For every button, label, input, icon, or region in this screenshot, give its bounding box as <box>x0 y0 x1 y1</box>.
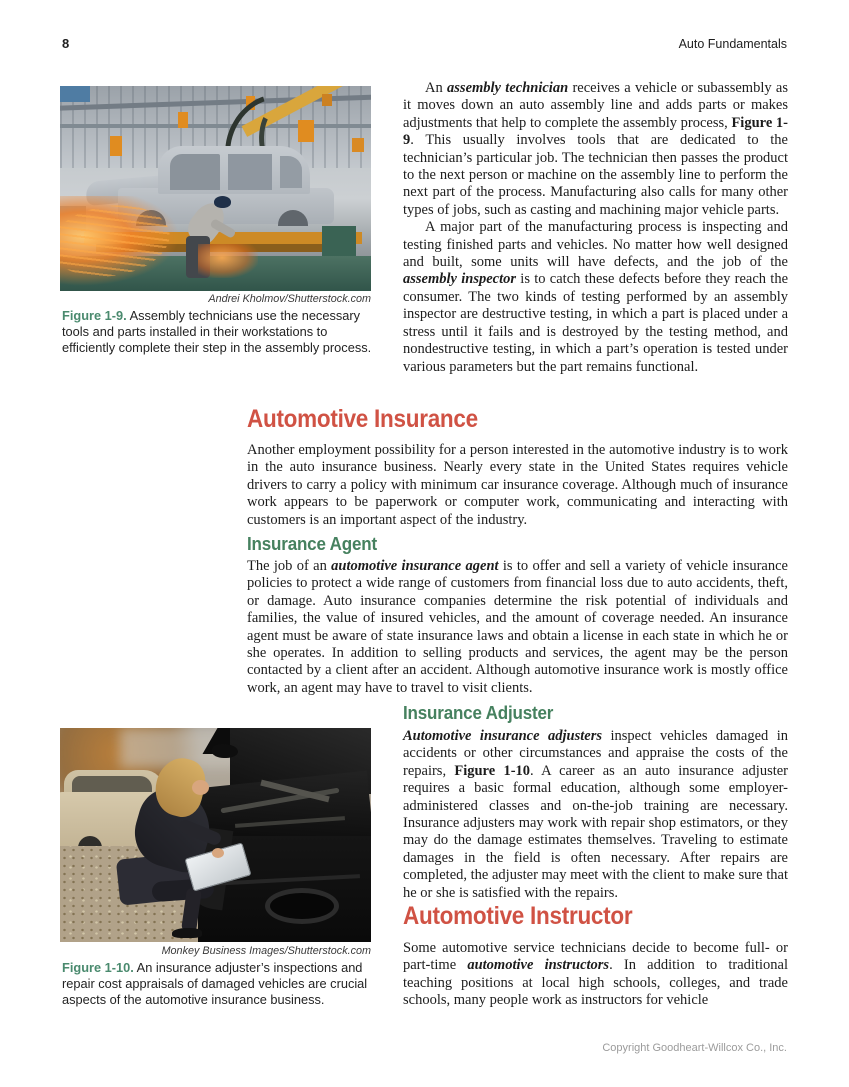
car-window <box>228 154 272 190</box>
figure-1-9-label: Figure 1-9. <box>62 308 127 323</box>
orange-equipment <box>322 94 332 106</box>
insurance-adjuster-text <box>403 728 788 902</box>
orange-equipment <box>110 136 122 156</box>
adjuster-shoe <box>172 928 202 938</box>
running-head-title: Auto Fundamentals <box>678 37 787 51</box>
automotive-insurance-text <box>247 442 788 529</box>
figure-1-10-photo <box>60 728 371 942</box>
section-heading-automotive-insurance: Automotive Insurance <box>247 405 478 433</box>
paragraph: Automotive insurance adjusters inspect vehicles damaged in accidents or other circumstances and appraise the costs of the repairs, Figure 1-10. A career as an auto insurance adjuster requires a basic formal education, although some employer-administered classes and on-the-job training are necessary. Insurance adjusters may work with repair shop estimators, or they may do the damage estimates themselves. Traveling to estimate damages in the field is often necessary. After repairs are completed, the adjuster may meet with the client to make sure that he or she is satisfied with the repairs. <box>403 728 789 901</box>
orange-equipment <box>178 112 188 128</box>
figure-1-9-credit: Andrei Kholmov/Shutterstock.com <box>208 293 371 305</box>
figure-1-10-caption <box>62 960 375 1009</box>
car-window <box>280 156 302 188</box>
figure-1-10-caption-text: An insurance adjuster’s inspections and repair cost appraisals of damaged vehicles are crucial aspects of the automotive insurance business. <box>62 960 368 1008</box>
figure-1-10-credit: Monkey Business Images/Shutterstock.com <box>161 945 371 957</box>
page-number: 8 <box>62 36 70 51</box>
running-head <box>62 36 787 52</box>
green-machine-box <box>322 226 356 256</box>
section-heading-automotive-instructor: Automotive Instructor <box>403 902 633 930</box>
figure-1-9-caption-text: Assembly technicians use the necessary tools and parts installed in their workstations to efficiently complete their step in the assembly process. <box>62 308 372 356</box>
paragraph: Another employment possibility for a person interested in the automotive industry is to work in the auto insurance business. Nearly every state in the United States requires vehicle drivers to carry a policy with minimum car insurance coverage. Although much of insurance work appears to be paperwork or computer work, communicating and interacting with customers is an important aspect of the industry. <box>247 442 788 528</box>
car-window <box>170 154 220 190</box>
worker-cap <box>214 196 231 208</box>
subsection-heading-insurance-agent: Insurance Agent <box>247 533 377 554</box>
manufacturing-intro-text <box>403 80 788 376</box>
grinding-sparks <box>198 244 258 278</box>
paragraph: The job of an automotive insurance agent is to offer and sell a variety of vehicle insurance policies to protect a wide range of customers from financial loss due to auto accidents, theft, or damage. Auto insurance companies determine the risk potential of individuals and families, the value of insured vehicles, and the amount of coverage needed. An insurance agent must be aware of state insurance laws and obtain a license in each state in which he or she operates. In addition to selling products and services, the agent may be the person contacted by a client after an accident. Although automotive insurance work is mostly office work, an agent may have to travel to visit clients. <box>247 558 788 696</box>
blue-panel <box>60 86 90 102</box>
figure-1-10-label: Figure 1-10. <box>62 960 134 975</box>
subsection-heading-insurance-adjuster: Insurance Adjuster <box>403 702 554 723</box>
orange-equipment <box>352 138 364 152</box>
figure-1-9-caption <box>62 308 375 357</box>
adjuster-hand <box>212 848 224 858</box>
paragraph: An assembly technician receives a vehicle or subassembly as it moves down an auto assembly line and adds parts or makes adjustments that help to complete the assembly process, Figure 1-9. This usually involves tools that are dedicated to the technician’s particular job. The technician then passes the product to the next person or machine on the assembly line to perform the next part of the process. Manufacturing also calls for many other types of jobs, such as casting and machining major vehicle parts. <box>403 80 788 218</box>
paragraph: A major part of the manufacturing process is inspecting and testing finished parts and vehicles. No matter how well designed and built, some units will have defects, and the job of the assembly inspector is to catch these defects before they reach the consumer. The two kinds of testing performed by an assembly inspector are destructive testing, in which a part is placed under a stress until it fails and is destroyed by the testing method, and nondestructive testing, in which a part’s operation is tested under various parameters but the part remains functional. <box>403 219 789 375</box>
paragraph: Some automotive service technicians decide to become full- or part-time automotive instructors. In addition to traditional teaching positions at local high schools, colleges, and trade schools, many people work as instructors for vehicle <box>403 940 788 1009</box>
figure-1-9-photo <box>60 86 371 291</box>
damaged-car-mirror <box>212 744 238 758</box>
copyright-notice: Copyright Goodheart-Willcox Co., Inc. <box>602 1042 787 1054</box>
damaged-car-grille <box>265 888 339 924</box>
adjuster-face <box>192 780 209 795</box>
insurance-agent-text <box>247 558 788 697</box>
automotive-instructor-text <box>403 940 788 1010</box>
